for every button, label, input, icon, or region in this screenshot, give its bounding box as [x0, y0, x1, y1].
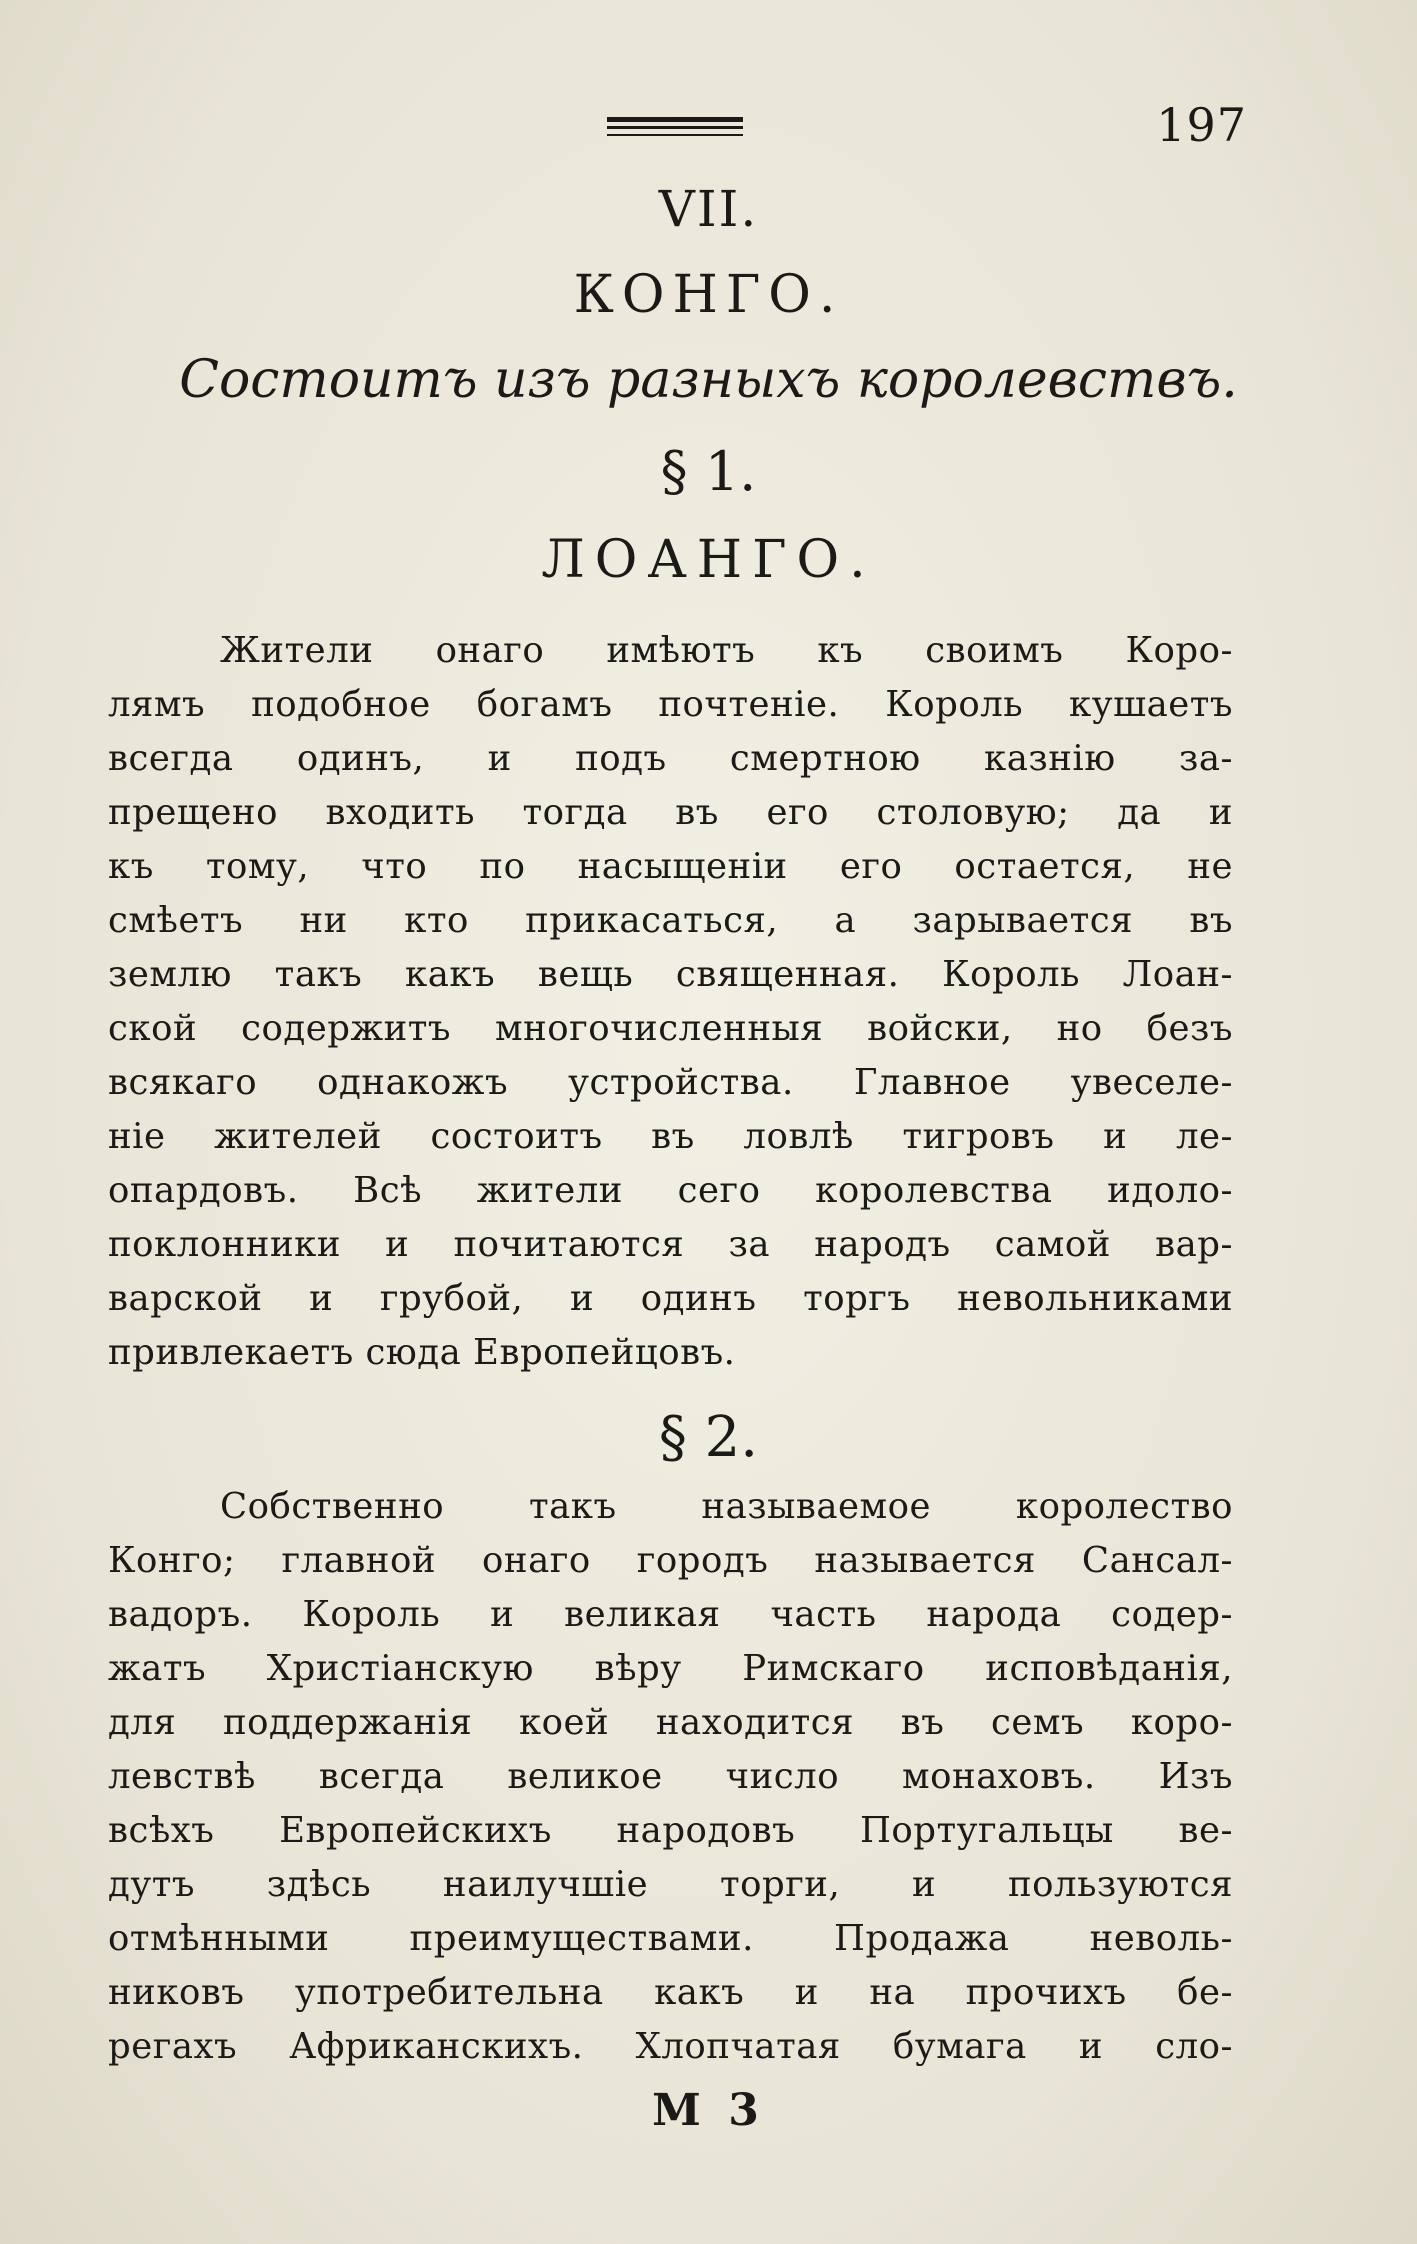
chapter-subtitle: Состоитъ изъ разныхъ королевствъ. [179, 350, 1238, 410]
section-1-number: § 1. [660, 440, 757, 503]
text-line: для поддержанія коей находится въ семъ коро- [108, 1702, 1233, 1743]
text-line: жатъ Христіанскую вѣру Римскаго исповѣданія, [108, 1648, 1233, 1689]
text-line: прещено входить тогда въ его столовую; да и [108, 792, 1233, 833]
text-line: привлекаетъ сюда Европейцовъ. [108, 1332, 736, 1373]
text-line: ніе жителей состоитъ въ ловлѣ тигровъ и ле- [108, 1116, 1233, 1157]
text-line: Собственно такъ называемое королество [220, 1486, 1233, 1527]
text-line: землю такъ какъ вещь священная. Король Лоан- [108, 954, 1233, 995]
text-line: всегда одинъ, и подъ смертною казнію за- [108, 738, 1233, 779]
text-line: Конго; главной онаго городъ называется Сансал- [108, 1540, 1233, 1581]
text-line: варской и грубой, и одинъ торгъ невольниками [108, 1278, 1233, 1319]
printer-signature: М 3 [652, 2085, 765, 2136]
text-line: поклонники и почитаются за народъ самой вар- [108, 1224, 1233, 1265]
text-line: левствѣ всегда великое число монаховъ. Изъ [108, 1756, 1233, 1797]
text-line: всякаго однакожъ устройства. Главное увеселе- [108, 1062, 1233, 1103]
text-line: смѣетъ ни кто прикасаться, а зарывается въ [108, 900, 1233, 941]
text-line: опардовъ. Всѣ жители сего королевства идоло- [108, 1170, 1233, 1211]
text-line: всѣхъ Европейскихъ народовъ Португальцы ве- [108, 1810, 1233, 1851]
text-line: ской содержитъ многочисленныя войски, но безъ [108, 1008, 1233, 1049]
text-line: никовъ употребительна какъ и на прочихъ бе- [108, 1972, 1233, 2013]
section-1-heading: ЛОАНГО. [541, 530, 876, 590]
text-line: дутъ здѣсь наилучшіе торги, и пользуются [108, 1864, 1233, 1905]
chapter-title: КОНГО. [573, 265, 844, 325]
header-rule [607, 117, 743, 139]
section-2-text [108, 1486, 1233, 2080]
page-number: 197 [1156, 98, 1247, 152]
section-1-text [108, 630, 1233, 1386]
text-line: лямъ подобное богамъ почтеніе. Король кушаетъ [108, 684, 1233, 725]
text-line: отмѣнными преимуществами. Продажа неволь- [108, 1918, 1233, 1959]
text-line: регахъ Африканскихъ. Хлопчатая бумага и сло- [108, 2026, 1233, 2067]
section-2-number: § 2. [658, 1405, 759, 1470]
text-line: Жители онаго имѣютъ къ своимъ Коро- [220, 630, 1233, 671]
text-line: вадоръ. Король и великая часть народа содер- [108, 1594, 1233, 1635]
text-line: къ тому, что по насыщеніи его остается, не [108, 846, 1233, 887]
chapter-number: VII. [658, 180, 759, 238]
